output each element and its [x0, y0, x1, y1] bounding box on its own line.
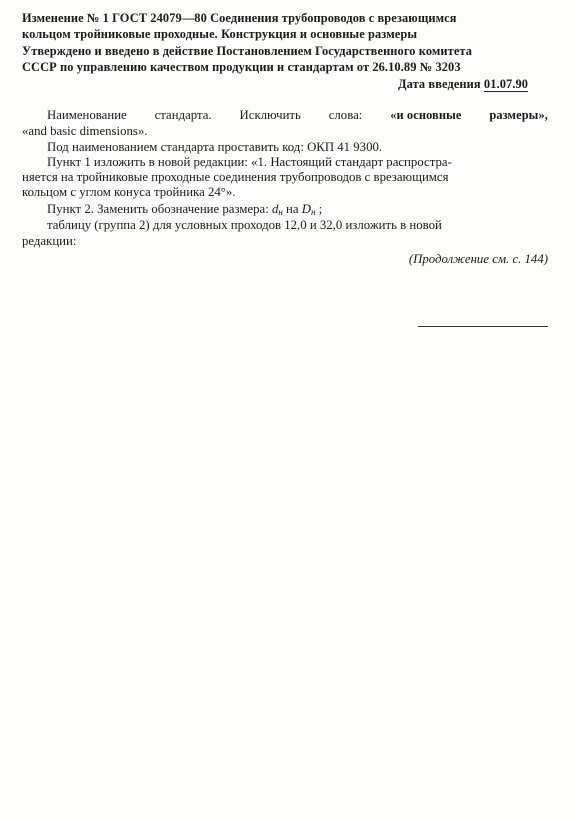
paragraph-item2: [47, 202, 322, 217]
text: Пункт 2. Заменить обозначение размера:: [47, 202, 269, 216]
amendment-title-text-1: Изменение № 1 ГОСТ 24079—80 Соединения трубопроводов с врезающимся: [22, 11, 457, 25]
approval-text-2: СССР по управлению качеством продукции и стандартам от 26.10.89 № 3203: [22, 60, 461, 74]
word: стандарта.: [154, 108, 212, 122]
approval-text-1: Утверждено и введено в действие Постановлением Государственного комитета: [22, 44, 473, 58]
paragraph-item1-line-3: [22, 185, 235, 200]
symbol-d: d: [271, 202, 279, 216]
approval-line-2: [22, 60, 461, 75]
effective-date: [398, 77, 528, 92]
approval-line-1: [22, 44, 472, 59]
amendment-title-line-1: [22, 11, 548, 26]
word: Исключить: [239, 108, 301, 122]
text: няется на тройниковые проходные соединения трубопроводов с врезающимся: [22, 170, 449, 184]
text: ;: [318, 202, 323, 216]
word: слова:: [328, 108, 363, 122]
word: Наименование: [47, 108, 127, 122]
text: редакции:: [22, 234, 77, 248]
quoted-words: «и основные: [390, 108, 462, 122]
separator-rule: [418, 326, 548, 327]
amendment-title-line-2: [22, 27, 417, 42]
text: Пункт 1 изложить в новой редакции: «1. Настоящий стандарт распростра-: [47, 155, 452, 169]
paragraph-item1-line-2: [22, 170, 448, 185]
text: таблицу (группа 2) для условных проходов 12,0 и 32,0 изложить в новой: [47, 218, 442, 232]
quoted-words: размеры»,: [489, 108, 548, 122]
continuation-text: (Продолжение см. с. 144): [408, 252, 548, 266]
paragraph-item1-line-1: [47, 155, 452, 170]
paragraph-table-line-1: [47, 218, 442, 233]
paragraph-table-line-2: [22, 234, 76, 249]
symbol-D: D: [301, 202, 312, 216]
paragraph-code: [47, 140, 382, 155]
paragraph-title-change-line-1: [47, 108, 548, 123]
amendment-title-text-2: кольцом тройниковые проходные. Конструкция и основные размеры: [22, 27, 418, 41]
subscript: н: [278, 207, 283, 217]
effective-date-value: 01.07.90: [483, 77, 529, 91]
code-instruction: Под наименованием стандарта проставить код: ОКП 41 9300.: [47, 140, 383, 154]
effective-date-label: Дата введения: [398, 77, 481, 91]
text: кольцом с углом конуса тройника 24°».: [22, 185, 236, 199]
continuation-note: [386, 252, 548, 267]
english-phrase: «and basic dimensions».: [22, 124, 148, 138]
text: на: [286, 202, 299, 216]
paragraph-title-change-line-2: [22, 124, 147, 139]
subscript: н: [311, 207, 316, 217]
